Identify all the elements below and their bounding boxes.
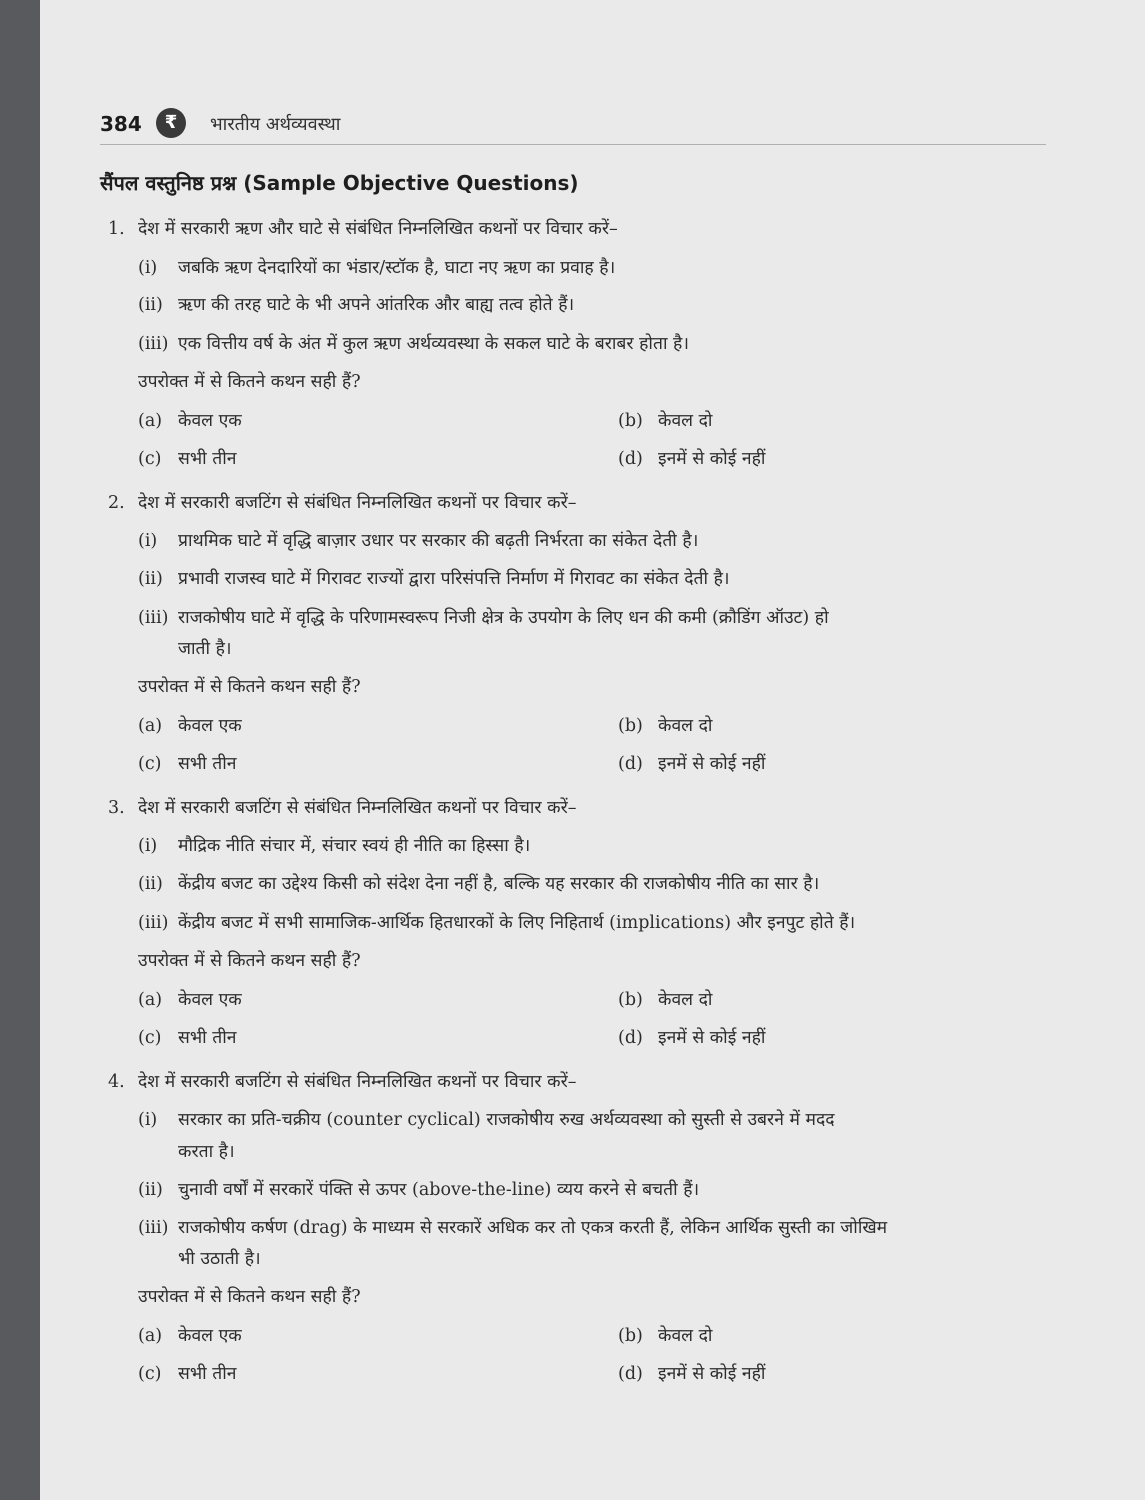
question-number: 1. (108, 219, 125, 239)
statement-text: राजकोषीय घाटे में वृद्धि के परिणामस्वरूप निजी क्षेत्र के उपयोग के लिए धन की कमी (क्रौडिंग ऑउट) हो (178, 608, 829, 628)
statement-text: मौद्रिक नीति संचार में, संचार स्वयं ही नीति का हिस्सा है। (178, 836, 531, 856)
option-a[interactable]: (a) केवल एक (138, 716, 242, 736)
statement-text: जबकि ऋण देनदारियों का भंडार/स्टॉक है, घाटा नए ऋण का प्रवाह है। (178, 258, 616, 278)
statement-continuation: भी उठाती है। (178, 1249, 261, 1269)
option-d[interactable]: (d) इनमें से कोई नहीं (618, 1364, 766, 1384)
page-header (100, 108, 1046, 145)
question-text: देश में सरकारी बजटिंग से संबंधित निम्नलिखित कथनों पर विचार करें– (138, 1072, 577, 1092)
question-text: देश में सरकारी बजटिंग से संबंधित निम्नलिखित कथनों पर विचार करें– (138, 493, 577, 513)
statement-text: प्रभावी राजस्व घाटे में गिरावट राज्यों द्वारा परिसंपत्ति निर्माण में गिरावट का संकेत देती है। (178, 569, 730, 589)
option-c[interactable]: (c) सभी तीन (138, 1028, 237, 1048)
option-d[interactable]: (d) इनमें से कोई नहीं (618, 754, 766, 774)
option-c[interactable]: (c) सभी तीन (138, 754, 237, 774)
statement-text: सरकार का प्रति-चक्रीय (counter cyclical) राजकोषीय रुख अर्थव्यवस्था को सुस्ती से उबरने में मदद (178, 1110, 835, 1130)
statement-text: प्राथमिक घाटे में वृद्धि बाज़ार उधार पर सरकार की बढ़ती निर्भरता का संकेत देती है। (178, 531, 699, 551)
statement (138, 605, 1048, 629)
statement (138, 910, 1048, 934)
question-prompt: उपरोक्त में से कितने कथन सही हैं? (138, 372, 361, 392)
statement (138, 1177, 1048, 1201)
question-stem (108, 216, 1048, 240)
statement (138, 255, 1048, 279)
statement (138, 566, 1048, 590)
option-a[interactable]: (a) केवल एक (138, 1326, 242, 1346)
statement-label: (i) (138, 258, 158, 278)
book-spine (0, 0, 40, 1500)
question-number: 4. (108, 1072, 125, 1092)
statement-label: (iii) (138, 1218, 169, 1238)
question-stem (108, 490, 1048, 514)
option-d[interactable]: (d) इनमें से कोई नहीं (618, 1028, 766, 1048)
question-prompt: उपरोक्त में से कितने कथन सही हैं? (138, 677, 361, 697)
statement (138, 331, 1048, 355)
statement-label: (ii) (138, 874, 163, 894)
question-text: देश में सरकारी ऋण और घाटे से संबंधित निम्नलिखित कथनों पर विचार करें– (138, 219, 618, 239)
page-number: 384 (100, 112, 142, 136)
statement-label: (iii) (138, 608, 169, 628)
question-number: 3. (108, 798, 125, 818)
rupee-icon: ₹ (156, 108, 186, 138)
question-prompt: उपरोक्त में से कितने कथन सही हैं? (138, 951, 361, 971)
statement (138, 1215, 1048, 1239)
option-b[interactable]: (b) केवल दो (618, 716, 713, 736)
statement-label: (ii) (138, 569, 163, 589)
statement-text: राजकोषीय कर्षण (drag) के माध्यम से सरकारें अधिक कर तो एकत्र करती हैं, लेकिन आर्थिक सुस्ती का जोखिम (178, 1218, 888, 1238)
option-b[interactable]: (b) केवल दो (618, 1326, 713, 1346)
statement-label: (iii) (138, 334, 169, 354)
statement-text: केंद्रीय बजट में सभी सामाजिक-आर्थिक हितधारकों के लिए निहितार्थ (implications) और इनपुट होते हैं। (178, 913, 856, 933)
option-b[interactable]: (b) केवल दो (618, 411, 713, 431)
statement (138, 292, 1048, 316)
statement-text: ऋण की तरह घाटे के भी अपने आंतरिक और बाह्य तत्व होते हैं। (178, 295, 575, 315)
statement-label: (iii) (138, 913, 169, 933)
statement (138, 871, 1048, 895)
statement (138, 528, 1048, 552)
statement-label: (i) (138, 531, 158, 551)
statement-continuation: जाती है। (178, 639, 232, 659)
statement-label: (ii) (138, 1180, 163, 1200)
question-stem (108, 795, 1048, 819)
question-stem (108, 1069, 1048, 1093)
statement-label: (ii) (138, 295, 163, 315)
option-a[interactable]: (a) केवल एक (138, 411, 242, 431)
option-c[interactable]: (c) सभी तीन (138, 449, 237, 469)
question-prompt: उपरोक्त में से कितने कथन सही हैं? (138, 1287, 361, 1307)
question-number: 2. (108, 493, 125, 513)
statement (138, 1107, 1048, 1131)
book-title: भारतीय अर्थव्यवस्था (210, 114, 341, 135)
statement-continuation: करता है। (178, 1142, 235, 1162)
option-c[interactable]: (c) सभी तीन (138, 1364, 237, 1384)
option-d[interactable]: (d) इनमें से कोई नहीं (618, 449, 766, 469)
statement-text: एक वित्तीय वर्ष के अंत में कुल ऋण अर्थव्यवस्था के सकल घाटे के बराबर होता है। (178, 334, 689, 354)
option-a[interactable]: (a) केवल एक (138, 990, 242, 1010)
statement-label: (i) (138, 836, 158, 856)
question-text: देश में सरकारी बजटिंग से संबंधित निम्नलिखित कथनों पर विचार करें– (138, 798, 577, 818)
statement-text: चुनावी वर्षों में सरकारें पंक्ति से ऊपर (above-the-line) व्यय करने से बचती हैं। (178, 1180, 700, 1200)
section-title: सैंपल वस्तुनिष्ठ प्रश्न (Sample Objective Questions) (100, 171, 579, 195)
statement-label: (i) (138, 1110, 158, 1130)
statement-text: केंद्रीय बजट का उद्देश्य किसी को संदेश देना नहीं है, बल्कि यह सरकार की राजकोषीय नीति का सार है। (178, 874, 820, 894)
statement (138, 833, 1048, 857)
option-b[interactable]: (b) केवल दो (618, 990, 713, 1010)
